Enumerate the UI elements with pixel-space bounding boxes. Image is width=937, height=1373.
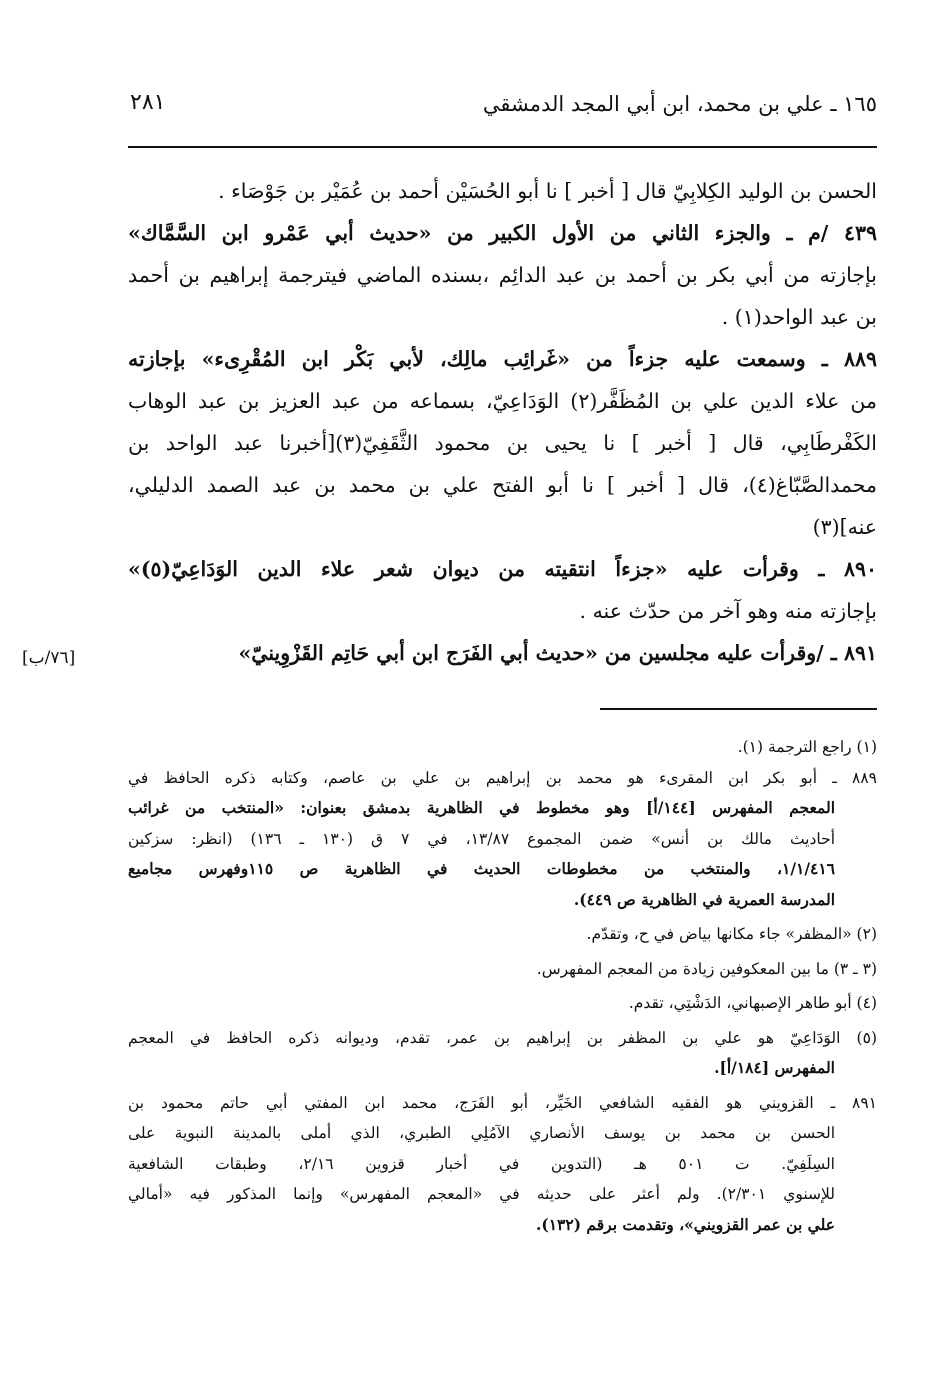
footnote-line: علي بن عمر القزويني»، وتقدمت برقم (١٣٢). [535, 1214, 835, 1234]
footnote-line: المعجم المفهرس [١٤٤/أ] وهو مخطوط في الظاهرية بدمشق بعنوان: «المنتخب من غرائب [128, 798, 835, 817]
running-title: ١٦٥ ـ علي بن محمد، ابن أبي المجد الدمشقي [482, 92, 877, 116]
text-line: ٤٣٩ /م ـ والجزء الثاني من الأول الكبير من «حديث أبي عَمْرو ابن السَّمَّاك» [128, 221, 877, 245]
text-line: بإجازته منه وهو آخر من حدّث عنه . [579, 599, 877, 623]
text-line: الكَفْرطَابِي، قال [ أخبر ] نا يحيى بن محمود الثَّقَفِيّ(٣)[أخبرنا عبد الواحد بن [128, 431, 877, 455]
footnote-line: للإسنوي ٢/٣٠١). ولم أعثر على حديثه في «المعجم المفهرس» وإنما المذكور فيه «أمالي [128, 1185, 836, 1203]
text-line: ٨٨٩ ـ وسمعت عليه جزءاً من «غَرائِب مالِك، لأبي بَكْر ابن المُقْرِىء» بإجازته [128, 347, 877, 371]
folio-marker: [٧٦/ب] [22, 648, 76, 668]
footnotes [128, 732, 877, 1240]
text-line: ٨٩١ ـ /وقرأت عليه مجلسين من «حديث أبي الفَرَج ابن أبي حَاتِم القَزْوِينيّ» [238, 641, 877, 665]
footnote-line: (٥) الوَدَاعِيّ هو علي بن المظفر بن إبراهيم بن عمر، تقدم، وديوانه ذكره الحافظ في المعجم [128, 1028, 877, 1047]
text-line: من علاء الدين علي بن المُظَفَّر(٢) الوَدَاعِيّ، بسماعه من عبد العزيز بن عبد الوهاب [128, 389, 877, 413]
text-line: الحسن بن الوليد الكِلابِيّ قال [ أخبر ] نا أبو الحُسَيْن أحمد بن عُمَيْر بن جَوْصَاء . [218, 179, 877, 203]
page-header [130, 88, 877, 128]
main-text [128, 170, 877, 674]
text-line: ٨٩٠ ـ وقرأت عليه «جزءاً انتقيته من ديوان شعر علاء الدين الوَدَاعِيّ(٥)» [128, 557, 877, 581]
page-number: ٢٨١ [130, 90, 166, 115]
footnote-line: ٨٩١ ـ القزويني هو الفقيه الشافعي الخَيِّر، أبو الفَرَج، محمد ابن المفتي أبي حاتم محمود بن [128, 1093, 877, 1112]
text-line: عنه](٣) [812, 515, 877, 539]
footnote-line: أحاديث مالك بن أنس» ضمن المجموع ١٣/٨٧، في ٧ ق (١٣٠ ـ ١٣٦) (انظر: سزكين [128, 829, 835, 848]
footnote-line: (٤) أبو طاهر الإصبهاني، الدَشْتِي، تقدم. [628, 994, 877, 1012]
header-rule [128, 146, 877, 148]
footnote-line: الحسن بن محمد بن يوسف الأنصاري الآمُلِي الطبري، الذي أملى بالمدينة النبوية على [128, 1124, 835, 1142]
text-line: محمدالصَّبّاغ(٤)، قال [ أخبر ] نا أبو الفتح علي بن محمد بن عبد الصمد الدليلي، [128, 473, 877, 497]
footnote-line: ١/١/٤١٦، والمنتخب من مخطوطات الحديث في الظاهرية ص ١١٥وفهرس مجاميع [128, 859, 835, 878]
footnote-line: (١) راجع الترجمة (١). [737, 738, 877, 756]
footnote-line: السِلَفِيّ. ت ٥٠١ هـ (التدوين في أخبار قزوين ٢/١٦، وطبقات الشافعية [128, 1154, 835, 1173]
footnote-line: (٢) «المظفر» جاء مكانها بياض في ح، وتقدّم. [586, 925, 877, 943]
text-line: بن عبد الواحد(١) . [721, 305, 877, 329]
footnote-line: (٣ ـ ٣) ما بين المعكوفين زيادة من المعجم المفهرس. [536, 959, 877, 978]
footnote-line: المفهرس [١٨٤/أ]. [714, 1058, 835, 1077]
footnote-rule [600, 708, 877, 710]
footnote-line: المدرسة العمرية في الظاهرية ص ٤٤٩). [573, 889, 835, 909]
text-line: بإجازته من أبي بكر بن أحمد بن عبد الدائِم ،بسنده الماضي فيترجمة إبراهيم بن أحمد [128, 263, 877, 287]
footnote-line: ٨٨٩ ـ أبو بكر ابن المقرىء هو محمد بن إبراهيم بن علي بن عاصم، وكتابه ذكره الحافظ في [128, 768, 877, 787]
